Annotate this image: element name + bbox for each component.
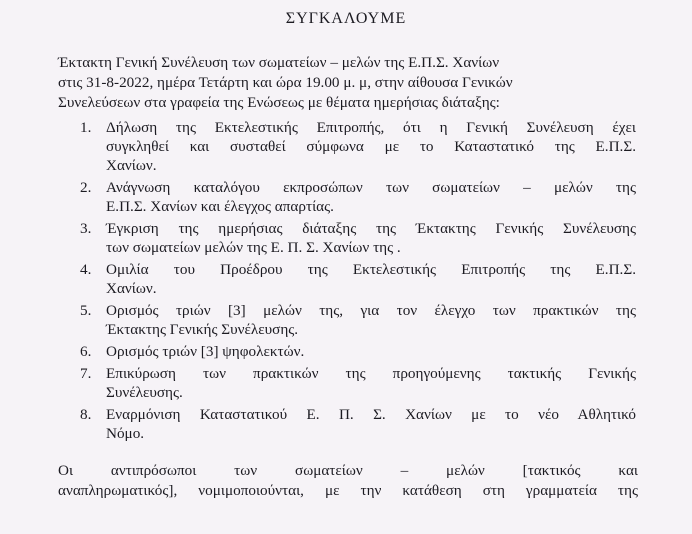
agenda-item bbox=[62, 260, 662, 298]
agenda-item-line: Συνέλευσης. bbox=[106, 384, 183, 401]
agenda-item bbox=[62, 118, 662, 175]
agenda-item-line: συγκληθεί και συσταθεί σύμφωνα με το Καταστατικό της Ε.Π.Σ. bbox=[106, 138, 636, 155]
closing-line: Οι αντιπρόσωποι των σωματείων – μελών [τακτικός και bbox=[58, 462, 638, 479]
agenda-item bbox=[62, 364, 662, 402]
agenda-item-line: Ομιλία του Προέδρου της Εκτελεστικής Επιτροπής της Ε.Π.Σ. bbox=[106, 261, 636, 278]
intro-line: στις 31-8-2022, ημέρα Τετάρτη και ώρα 19.00 μ. μ, στην αίθουσα Γενικών bbox=[58, 74, 513, 91]
agenda-item-number: 7. bbox=[80, 365, 92, 382]
agenda-item-text bbox=[106, 342, 636, 361]
agenda-item-number: 4. bbox=[80, 261, 92, 278]
agenda-item bbox=[62, 405, 662, 443]
agenda-item bbox=[62, 342, 662, 361]
agenda-item-line: Έγκριση της ημερήσιας διάταξης της Έκτακτης Γενικής Συνέλευσης bbox=[106, 220, 636, 237]
agenda-item-text bbox=[106, 178, 636, 216]
agenda-item-line: Ορισμός τριών [3] μελών της, για τον έλεγχο των πρακτικών της bbox=[106, 302, 636, 319]
agenda-item-number: 2. bbox=[80, 179, 92, 196]
agenda-item-number: 1. bbox=[80, 119, 92, 136]
agenda-item bbox=[62, 178, 662, 216]
agenda-item-number: 5. bbox=[80, 302, 92, 319]
agenda-item-line: Χανίων. bbox=[106, 280, 157, 297]
agenda-item-line: Δήλωση της Εκτελεστικής Επιτροπής, ότι η Γενική Συνέλευση έχει bbox=[106, 119, 636, 136]
agenda-item-text bbox=[106, 364, 636, 402]
intro-paragraph bbox=[58, 53, 658, 113]
document-title: ΣΥΓΚΑΛΟΥΜΕ bbox=[285, 10, 407, 27]
agenda-item bbox=[62, 219, 662, 257]
agenda-item-line: Ορισμός τριών [3] ψηφολεκτών. bbox=[106, 343, 305, 360]
closing-line: αναπληρωματικός], νομιμοποιούνται, με την κατάθεση στη γραμματεία της bbox=[58, 482, 638, 499]
agenda-item bbox=[62, 301, 662, 339]
agenda-item-number: 6. bbox=[80, 343, 92, 360]
agenda-list bbox=[62, 118, 662, 446]
agenda-item-line: Χανίων. bbox=[106, 157, 157, 174]
agenda-item-line: Έκτακτης Γενικής Συνέλευσης. bbox=[106, 321, 299, 338]
intro-line: Συνελεύσεων στα γραφεία της Ενώσεως με θέματα ημερήσιας διάταξης: bbox=[58, 94, 500, 111]
agenda-item-text bbox=[106, 260, 636, 298]
agenda-item-text bbox=[106, 301, 636, 339]
agenda-item-number: 3. bbox=[80, 220, 92, 237]
agenda-item-line: Εναρμόνιση Καταστατικού Ε. Π. Σ. Χανίων με το νέο Αθλητικό bbox=[106, 406, 636, 423]
agenda-item-number: 8. bbox=[80, 406, 92, 423]
agenda-item-text bbox=[106, 118, 636, 175]
agenda-item-text bbox=[106, 405, 636, 443]
intro-line: Έκτακτη Γενική Συνέλευση των σωματείων – μελών της Ε.Π.Σ. Χανίων bbox=[58, 54, 500, 71]
agenda-item-line: των σωματείων μελών της Ε. Π. Σ. Χανίων της . bbox=[106, 239, 401, 256]
agenda-item-text bbox=[106, 219, 636, 257]
agenda-item-line: Ε.Π.Σ. Χανίων και έλεγχος απαρτίας. bbox=[106, 198, 334, 215]
agenda-item-line: Νόμο. bbox=[106, 425, 145, 442]
closing-paragraph bbox=[58, 461, 638, 501]
agenda-item-line: Επικύρωση των πρακτικών της προηγούμενης τακτικής Γενικής bbox=[106, 365, 636, 382]
agenda-item-line: Ανάγνωση καταλόγου εκπροσώπων των σωματείων – μελών της bbox=[106, 179, 636, 196]
